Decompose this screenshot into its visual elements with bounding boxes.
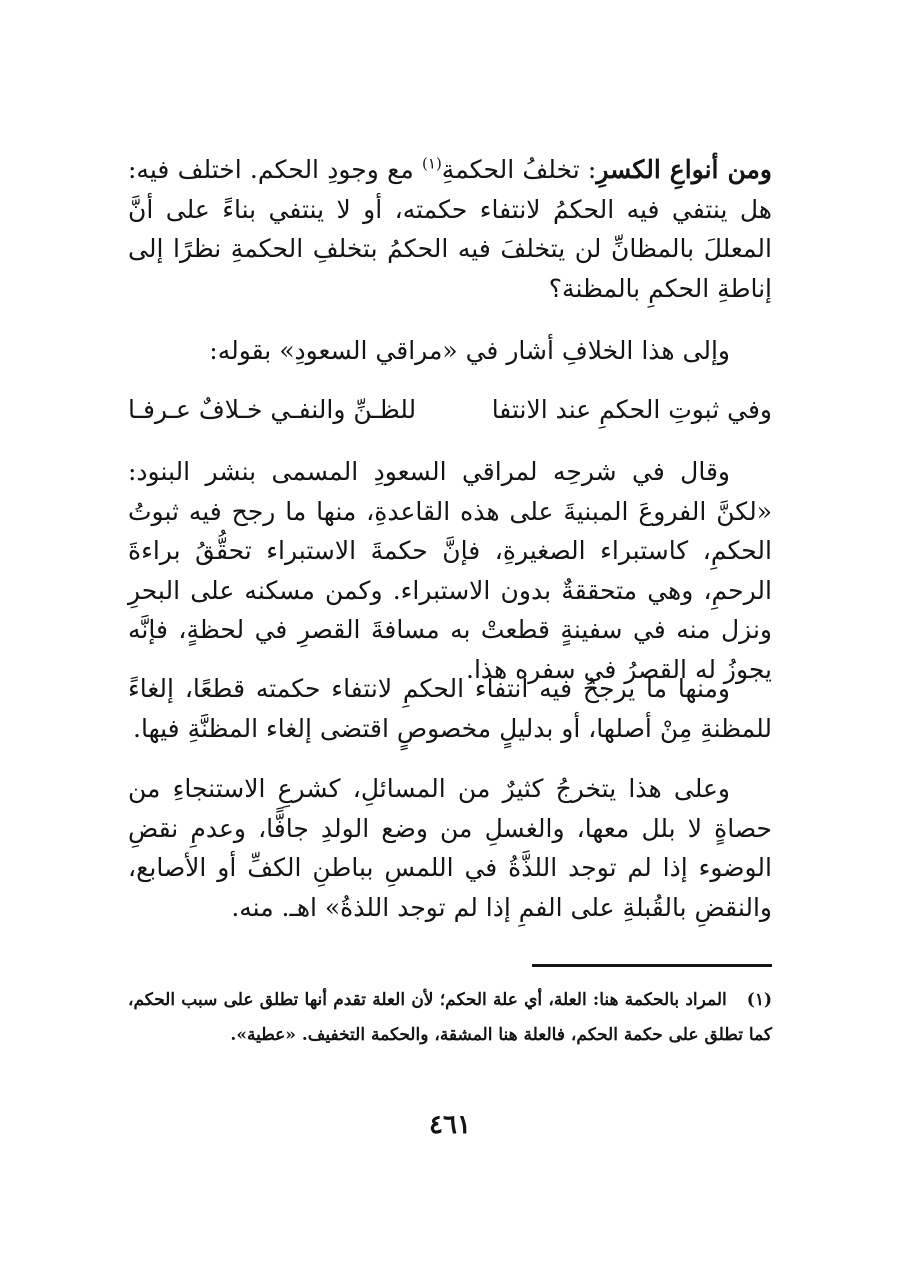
paragraph-5-text: وعلى هذا يتخرجُ كثيرٌ من المسائلِ، كشرعِ الاستنجاءِ من حصاةٍ لا بلل معها، والغسلِ من وضع الولدِ جافًّا، وعدمِ نقضِ الوضوء إذا لم توجد اللذَّةُ في اللمسِ بباطنِ الكفِّ أو الأصابع، والنقضِ بالقُبلةِ على الفمِ إذا لم توجد اللذةُ» اهـ. منه. [128,774,772,922]
footnote [128,983,772,1053]
footnote-marker: (١) [746,990,772,1010]
paragraph-1-lead: ومن أنواعِ الكسرِ [596,155,772,184]
footnote-reference[interactable]: (١) [422,154,442,173]
footnote-divider [532,964,772,967]
paragraph-3 [128,452,772,689]
verse-line [128,390,772,430]
paragraph-4-text: ومنها ما يرجحُ فيه انتفاء الحكمِ لانتفاء حكمته قطعًا، إلغاءً للمظنةِ مِنْ أصلها، أو بدليلٍ مخصوصٍ اقتضى إلغاء المظنَّةِ فيها. [128,674,772,743]
page-number: ٤٦١ [429,1110,471,1140]
verse-second-hemistich: للظـنِّ والنفـي خـلافٌ عـرفـا [128,395,417,424]
paragraph-1-text-a: : تخلفُ الحكمةِ [441,155,597,184]
paragraph-1-text [128,150,772,308]
paragraph-5 [128,769,772,927]
verse-first-hemistich: وفي ثبوتِ الحكمِ عند الانتفا [491,395,772,424]
verse [128,390,772,430]
paragraph-1-text-b: مع وجودِ الحكم. اختلف فيه: هل ينتفي فيه الحكمُ لانتفاء حكمته، أو لا ينتفي بناءً على أنَّ المعللَ بالمظانِّ لن يتخلفَ فيه الحكمُ بتخلفِ الحكمةِ نظرًا إلى إناطةِ الحكمِ بالمظنة؟ [128,155,772,303]
paragraph-3-text: وقال في شرحِه لمراقي السعودِ المسمى بنشر البنود: «لكنَّ الفروعَ المبنيةَ على هذه القاعدةِ، منها ما رجح فيه ثبوتُ الحكمِ، كاستبراء الصغيرةِ، فإنَّ حكمةَ الاستبراء تحقُّقُ براءةَ الرحمِ، وهي متحققةٌ بدون الاستبراء. وكمن مسكنه على البحرِ ونزل منه في سفينةٍ قطعتْ به مسافةَ القصرِ في لحظةٍ، فإنَّه يجوزُ له القصرُ في سفره هذا. [128,457,772,684]
paragraph-2 [128,331,772,371]
paragraph-2-text: وإلى هذا الخلافِ أشار في «مراقي السعودِ» بقوله: [209,336,730,365]
paragraph-1 [128,150,772,308]
footnote-text: المراد بالحكمة هنا: العلة، أي علة الحكم؛ لأن العلة تقدم أنها تطلق على سبب الحكم، كما تطلق على حكمة الحكم، فالعلة هنا المشقة، والحكمة التخفيف. «عطية». [128,990,772,1045]
paragraph-4 [128,669,772,748]
